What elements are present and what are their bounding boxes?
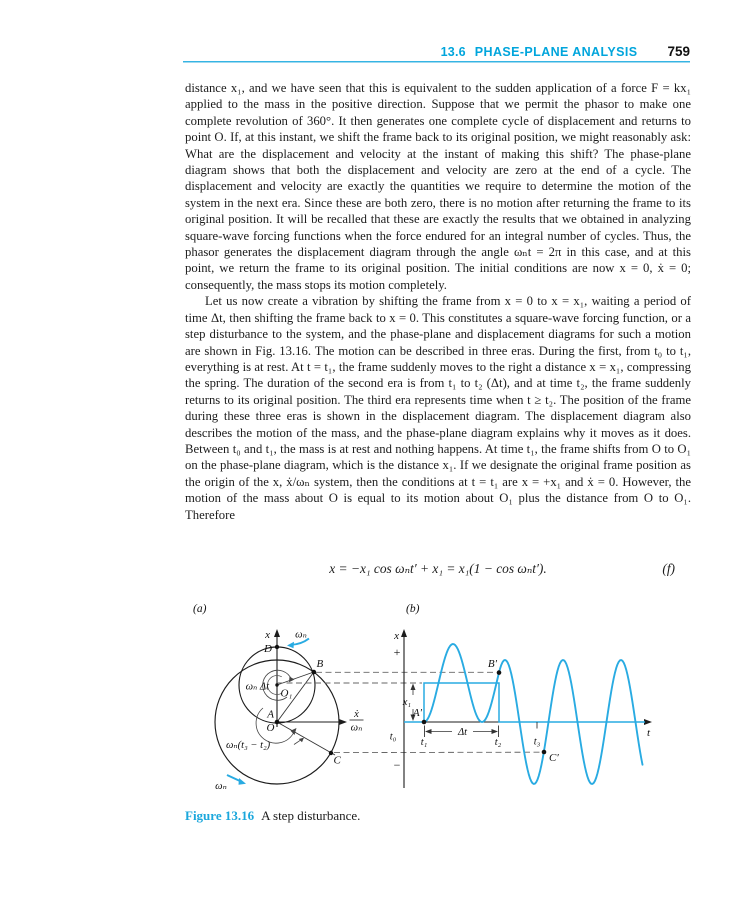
paragraph-2: Let us now create a vibration by shifting the frame from x = 0 to x = x₁, waiting a period of time Δt, then shifting the frame back to x = 0. This constitutes a square-wave forcing function, or a step disturbance to the system, and the phase-plane and displacement diagrams for such a motion are shown in Fig. 13.16. The motion can be described in three eras. During the first, from t₀ to t₁, everything is at rest. At t = t₁, the frame suddenly moves to the right a distance x = x₁, compressing the spring. The duration of the second era is from t₁ to t₂ (Δt), and at time t₂, the frame suddenly returns to its original position. The third era represents time when t ≥ t₂. The position of the frame during these three eras is shown in the displacement diagram. The displacement diagram also describes the motion of the mass, and the phase-plane diagram explains why it moves as it does. Between t₀ and t₁, the mass is at rest and nothing happens. At time t₁, the frame shifts from O to O₁ on the phase-plane diagram, which is the distance x₁. If we designate the original frame position as the origin of the x, ẋ/ωₙ system, then the conditions at t = t₁ are x = +x₁ and ẋ = 0. However, the motion of the mass about O is equal to its motion about O₁ plus the distance from O to O₁. Therefore xyxy=(185,294,691,522)
b-t-axis-arrow-icon xyxy=(644,719,652,725)
b-x-axis-label: x xyxy=(394,630,399,642)
equation-label: (f) xyxy=(662,561,675,576)
a-x-axis-label: x xyxy=(265,629,270,641)
angle-omega-dt-label: ωₙ Δt xyxy=(245,681,269,693)
minus-sign-label: − xyxy=(393,758,401,772)
header-rule xyxy=(183,61,690,63)
a-xdot-axis-arrow-icon xyxy=(339,719,347,725)
point-D-dot xyxy=(275,645,279,649)
x1-dim-arrow-up-icon xyxy=(411,684,416,691)
t1-label: t₁ xyxy=(420,737,428,748)
figure-caption xyxy=(185,808,360,824)
b-t-axis-label: t xyxy=(647,727,651,739)
panel-b-tag: (b) xyxy=(406,603,420,615)
angle-arc-t3-t2 xyxy=(256,708,294,743)
b-x-axis-arrow-icon xyxy=(401,629,407,637)
point-Cprime-dot xyxy=(542,750,547,755)
plus-sign-label: + xyxy=(393,645,401,659)
point-A-label: A xyxy=(267,708,274,721)
point-O-dot xyxy=(275,720,280,725)
section-number: 13.6 xyxy=(440,45,466,59)
label-pointer-line xyxy=(294,740,301,745)
a-xdot-num-label: ẋ xyxy=(354,709,359,720)
caption-text: A step disturbance. xyxy=(261,808,361,823)
point-Cprime-label: C′ xyxy=(549,752,559,764)
body-text xyxy=(185,80,691,523)
page-number: 759 xyxy=(667,44,690,59)
omega-top-label: ωₙ xyxy=(295,629,307,641)
point-O1-dot xyxy=(275,683,278,686)
point-Aprime-label: A′ xyxy=(412,707,422,719)
a-omega-den-label: ωₙ xyxy=(350,722,363,734)
a-x-axis-arrow-icon xyxy=(274,629,280,637)
point-O1-label: O₁ xyxy=(280,687,293,700)
label-pointer-arrow-icon xyxy=(299,738,304,743)
angle-t3-t2-label: ωₙ(t₃ − t₂) xyxy=(226,740,271,751)
omega-bottom-arrowhead-icon xyxy=(239,778,247,785)
dt-dim-label: Δt xyxy=(457,727,468,738)
dt-arrow-left-icon xyxy=(425,729,432,734)
caption-label: Figure 13.16 xyxy=(185,808,255,823)
t2-label: t₂ xyxy=(494,737,502,748)
t0-label: t₀ xyxy=(389,731,397,743)
figure-svg xyxy=(185,598,700,810)
point-Aprime-dot xyxy=(422,720,427,725)
section-title: PHASE-PLANE ANALYSIS xyxy=(474,45,638,59)
point-O-label: O xyxy=(266,722,275,734)
point-Bprime-dot xyxy=(497,670,502,675)
point-B-label: B xyxy=(316,658,324,670)
paragraph-1: distance x₁, and we have seen that this is equivalent to the sudden application of a force F = kx₁ applied to the mass in the positive direction. Suppose that we permit the phasor to make one complete revolution of 360°. It then generates one complete cycle of displacement and returns to point O. If, at this instant, we shift the frame back to its original position, we might reasonably ask: What are the displacement and velocity at the instant of making this shift? The phase-plane diagram shows that both the displacement and velocity are zero at the end of a cycle. The displacement and velocity are exactly the quantities we require to determine the motion of the system in the next era. Since these are both zero, there is no motion after returning the frame to its original position. It will be recalled that these are exactly the results that we obtained in analyzing square-wave forcing functions when the force endured for an integral number of cycles. Thus, the phasor generates the displacement diagram through the angle ωₙt = 2π in this case, and at this point, we return the frame to its original position. The initial conditions are now x = 0, ẋ = 0; consequently, the mass stops its motion completely. xyxy=(185,81,691,292)
radius-O-C xyxy=(277,722,335,755)
omega-bottom-label: ωₙ xyxy=(215,781,227,792)
spiral-arrow-icon xyxy=(289,677,295,683)
point-D-label: D xyxy=(264,643,272,655)
angle-arc-arrow-icon xyxy=(291,728,297,735)
page-header xyxy=(183,44,690,59)
equation-row xyxy=(185,561,691,581)
x1-dim-label: x₁ xyxy=(402,697,411,708)
figure-13-16 xyxy=(185,598,700,810)
point-B-dot xyxy=(312,670,317,675)
t3-label: t₃ xyxy=(533,736,541,748)
response-curve xyxy=(424,644,643,784)
point-C-label: C xyxy=(333,754,341,767)
equation: x = −x₁ cos ωₙt′ + x₁ = x₁(1 − cos ωₙt′). xyxy=(329,561,547,576)
panel-a-tag: (a) xyxy=(193,603,207,615)
point-Bprime-label: B′ xyxy=(487,658,497,670)
omega-top-arrowhead-icon xyxy=(287,642,294,648)
dt-arrow-right-icon xyxy=(492,729,499,734)
